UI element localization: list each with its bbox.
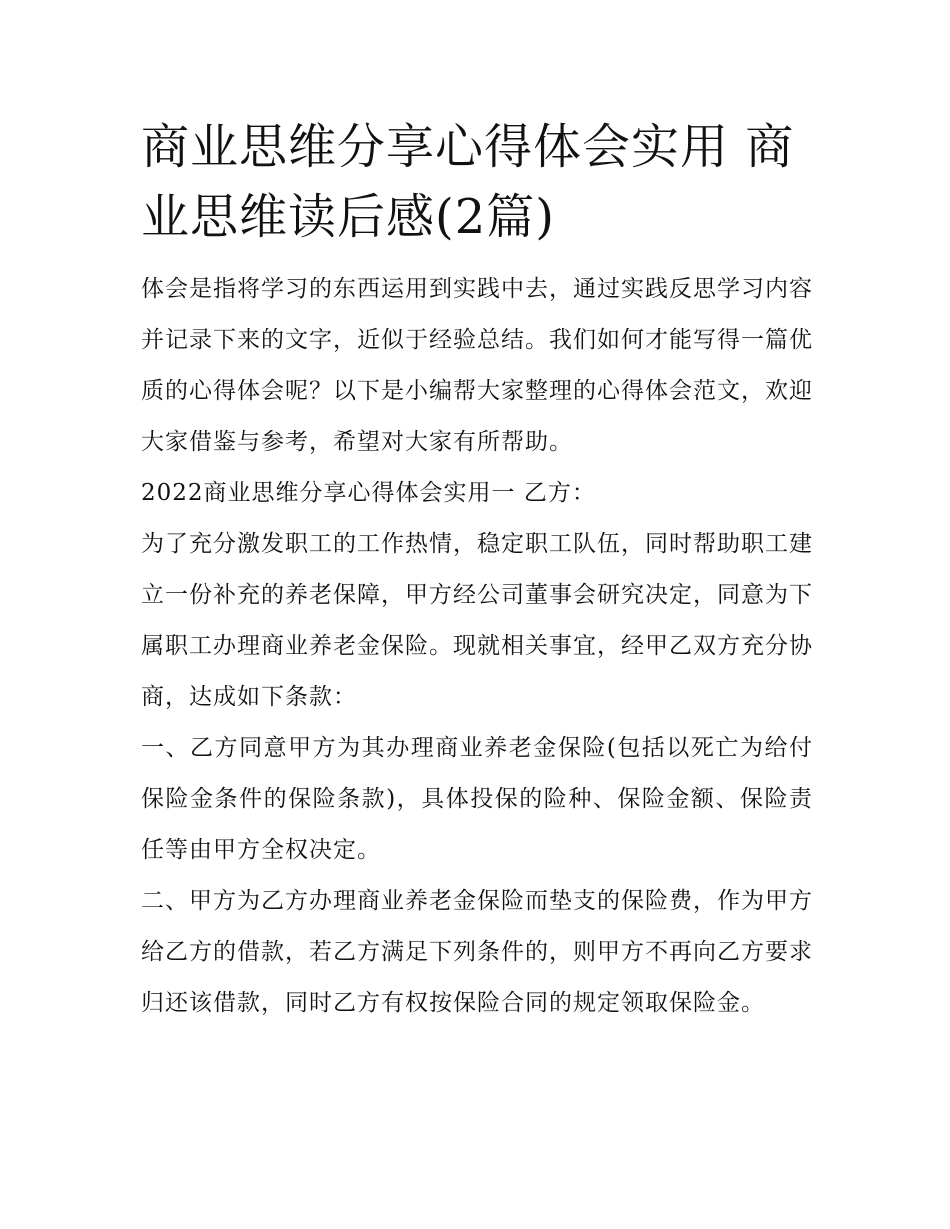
paragraph-purpose: 为了充分激发职工的工作热情，稳定职工队伍，同时帮助职工建立一份补充的养老保障，甲方经公司董事会研究决定，同意为下属职工办理商业养老金保险。现就相关事宜，经甲乙双方充分协商，达成如下条款：	[141, 531, 813, 710]
paragraph-intro: 体会是指将学习的东西运用到实践中去，通过实践反思学习内容并记录下来的文字，近似于经验总结。我们如何才能写得一篇优质的心得体会呢？以下是小编帮大家整理的心得体会范文，欢迎大家借鉴与参考，希望对大家有所帮助。	[141, 276, 813, 455]
paragraph-clause-2: 二、甲方为乙方办理商业养老金保险而垫支的保险费，作为甲方给乙方的借款，若乙方满足下列条件的，则甲方不再向乙方要求归还该借款，同时乙方有权按保险合同的规定领取保险金。	[141, 888, 813, 1016]
document-title: 商业思维分享心得体会实用 商业思维读后感(2篇)	[141, 119, 795, 245]
paragraph-clause-1: 一、乙方同意甲方为其办理商业养老金保险(包括以死亡为给付保险金条件的保险条款)，具体投保的险种、保险金额、保险责任等由甲方全权决定。	[141, 735, 813, 863]
document-body	[141, 112, 813, 1029]
paragraph-section-heading: 2022商业思维分享心得体会实用一 乙方：	[141, 480, 596, 506]
